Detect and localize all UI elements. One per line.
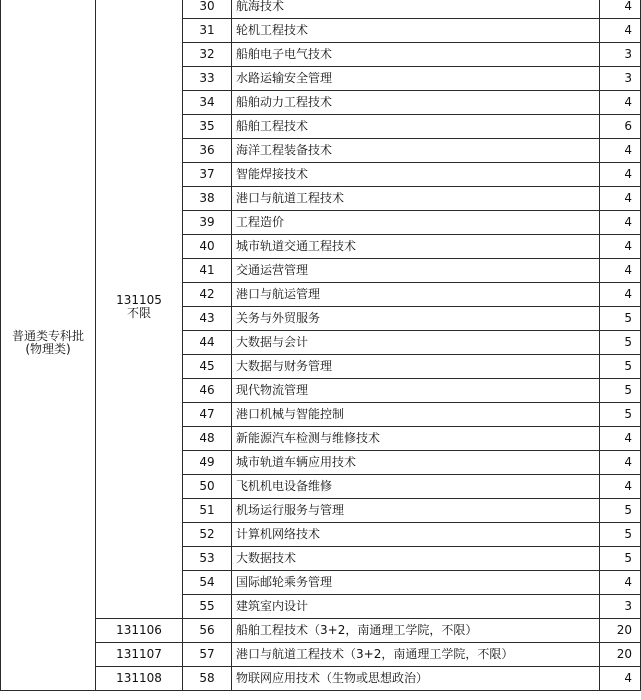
major-number: 57 (183, 643, 232, 667)
group-code: 131108 (116, 671, 162, 685)
plan-count: 4 (600, 235, 641, 259)
major-name: 飞机机电设备维修 (232, 475, 600, 499)
group-code: 131107 (116, 647, 162, 661)
major-name: 大数据与财务管理 (232, 355, 600, 379)
major-number: 33 (183, 67, 232, 91)
plan-count: 4 (600, 571, 641, 595)
major-name: 工程造价 (232, 211, 600, 235)
major-name: 城市轨道车辆应用技术 (232, 451, 600, 475)
major-name: 船舶工程技术 (232, 115, 600, 139)
major-name: 物联网应用技术（生物或思想政治） (232, 667, 600, 691)
major-name: 建筑室内设计 (232, 595, 600, 619)
batch-name: 普通类专科批 (11, 328, 84, 343)
plan-count: 4 (600, 187, 641, 211)
major-number: 45 (183, 355, 232, 379)
major-name: 机场运行服务与管理 (232, 499, 600, 523)
major-number: 54 (183, 571, 232, 595)
major-number: 46 (183, 379, 232, 403)
table-body (1, 0, 641, 691)
major-name: 船舶动力工程技术 (232, 91, 600, 115)
major-name: 船舶电子电气技术 (232, 43, 600, 67)
table-row (1, 619, 641, 643)
group-cell (96, 643, 183, 667)
major-name: 国际邮轮乘务管理 (232, 571, 600, 595)
major-number: 58 (183, 667, 232, 691)
plan-count: 4 (600, 427, 641, 451)
major-name: 轮机工程技术 (232, 19, 600, 43)
major-number: 38 (183, 187, 232, 211)
plan-count: 5 (600, 331, 641, 355)
group-code: 131105 (116, 292, 162, 307)
table-row (1, 667, 641, 691)
plan-count: 3 (600, 595, 641, 619)
major-name: 船舶工程技术（3+2，南通理工学院，不限） (232, 619, 600, 643)
major-name: 航海技术 (232, 0, 600, 19)
major-name: 现代物流管理 (232, 379, 600, 403)
major-name: 港口与航道工程技术（3+2，南通理工学院，不限） (232, 643, 600, 667)
major-number: 34 (183, 91, 232, 115)
major-number: 43 (183, 307, 232, 331)
major-number: 48 (183, 427, 232, 451)
major-name: 城市轨道交通工程技术 (232, 235, 600, 259)
plan-count: 4 (600, 259, 641, 283)
plan-count: 4 (600, 283, 641, 307)
group-note: 不限 (126, 305, 151, 320)
plan-count: 5 (600, 379, 641, 403)
plan-count: 4 (600, 451, 641, 475)
plan-count: 4 (600, 0, 641, 19)
major-number: 31 (183, 19, 232, 43)
major-number: 40 (183, 235, 232, 259)
group-cell (96, 667, 183, 691)
major-number: 53 (183, 547, 232, 571)
major-name: 港口与航运管理 (232, 283, 600, 307)
major-number: 44 (183, 331, 232, 355)
plan-count: 4 (600, 667, 641, 691)
major-number: 30 (183, 0, 232, 19)
plan-count: 4 (600, 91, 641, 115)
plan-count: 20 (600, 619, 641, 643)
plan-count: 5 (600, 547, 641, 571)
plan-count: 4 (600, 19, 641, 43)
plan-count: 4 (600, 475, 641, 499)
major-number: 50 (183, 475, 232, 499)
major-name: 智能焊接技术 (232, 163, 600, 187)
group-cell (96, 0, 183, 619)
major-name: 港口机械与智能控制 (232, 403, 600, 427)
batch-cell (1, 0, 96, 691)
plan-count: 4 (600, 211, 641, 235)
group-cell (96, 619, 183, 643)
major-name: 新能源汽车检测与维修技术 (232, 427, 600, 451)
major-name: 交通运营管理 (232, 259, 600, 283)
major-name: 水路运输安全管理 (232, 67, 600, 91)
major-number: 49 (183, 451, 232, 475)
major-number: 52 (183, 523, 232, 547)
plan-count: 5 (600, 403, 641, 427)
plan-count: 3 (600, 67, 641, 91)
plan-count: 5 (600, 307, 641, 331)
table-row (1, 643, 641, 667)
plan-count: 4 (600, 163, 641, 187)
plan-count: 3 (600, 43, 641, 67)
major-name: 大数据技术 (232, 547, 600, 571)
major-name: 海洋工程装备技术 (232, 139, 600, 163)
major-number: 42 (183, 283, 232, 307)
major-number: 35 (183, 115, 232, 139)
batch-subject: (物理类) (25, 341, 71, 356)
plan-count: 20 (600, 643, 641, 667)
major-number: 32 (183, 43, 232, 67)
major-number: 56 (183, 619, 232, 643)
major-name: 关务与外贸服务 (232, 307, 600, 331)
major-name: 计算机网络技术 (232, 523, 600, 547)
major-number: 47 (183, 403, 232, 427)
plan-count: 5 (600, 523, 641, 547)
plan-count: 6 (600, 115, 641, 139)
major-number: 36 (183, 139, 232, 163)
major-number: 37 (183, 163, 232, 187)
plan-count: 4 (600, 139, 641, 163)
plan-count: 5 (600, 499, 641, 523)
table-row (1, 0, 641, 19)
major-name: 大数据与会计 (232, 331, 600, 355)
major-number: 55 (183, 595, 232, 619)
major-name: 港口与航道工程技术 (232, 187, 600, 211)
major-number: 41 (183, 259, 232, 283)
major-number: 39 (183, 211, 232, 235)
plan-count: 5 (600, 355, 641, 379)
major-number: 51 (183, 499, 232, 523)
group-code: 131106 (116, 623, 162, 637)
